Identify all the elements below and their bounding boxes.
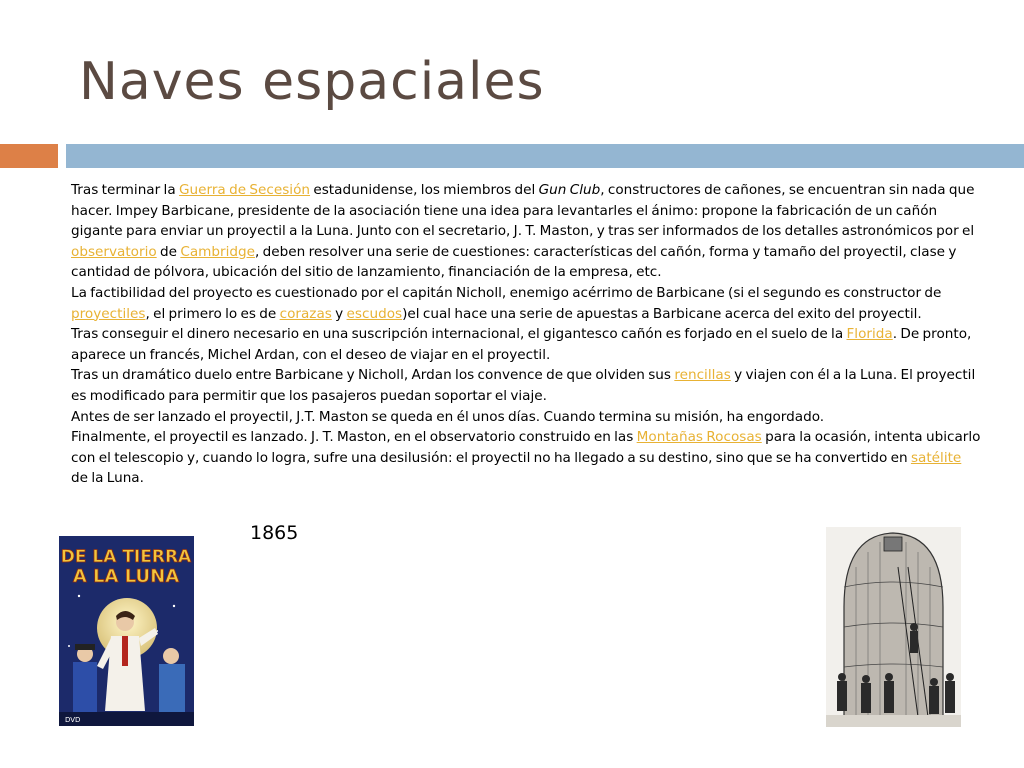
movie-poster-icon bbox=[59, 536, 194, 726]
link-observatorio[interactable]: observatorio bbox=[71, 243, 157, 260]
text: Tras conseguir el dinero necesario en una suscripción internacional, el gigantesco cañón es forjado en el suelo de la bbox=[71, 326, 847, 343]
movie-poster-image bbox=[59, 536, 194, 726]
link-guerra-de-secesion[interactable]: Guerra de Secesión bbox=[178, 182, 311, 198]
link-corazas[interactable]: corazas bbox=[279, 305, 332, 322]
text: Tras un dramático duelo entre Barbicane y Nicholl, Ardan los convence de que olviden sus bbox=[71, 367, 675, 384]
paragraph-4 bbox=[71, 365, 981, 406]
text: )el cual hace una serie de apuestas a Barbicane acerca del exito del proyectil. bbox=[402, 305, 922, 322]
poster-title-line1: DE LA TIERRA bbox=[60, 547, 192, 567]
text: , deben resolver una serie de cuestiones: características del cañón, forma y tamaño del proyectil, clase y cantidad de pólvora, ubicación del sitio de lanzamiento, financiación de la empresa, etc. bbox=[71, 243, 957, 281]
link-rencillas[interactable]: rencillas bbox=[674, 367, 731, 384]
paragraph-3 bbox=[71, 324, 981, 365]
link-montanas-rocosas[interactable]: Montañas Rocosas bbox=[636, 429, 762, 446]
text: La factibilidad del proyecto es cuestionado por el capitán Nicholl, enemigo acérrimo de Barbicane (si el segundo es constructor de bbox=[71, 284, 942, 301]
text: Tras terminar la bbox=[71, 182, 179, 198]
poster-title-line2: A LA LUNA bbox=[72, 566, 180, 587]
link-escudos[interactable]: escudos bbox=[346, 305, 403, 322]
text: para la ocasión, intenta ubicarlo con el telescopio y, cuando lo logra, sufre una desilusión: el proyectil no ha llegado a su destino, sino que se ha convertido en bbox=[71, 429, 981, 466]
paragraph-5 bbox=[71, 407, 981, 428]
link-florida[interactable]: Florida bbox=[846, 326, 893, 343]
text: estadunidense, los miembros del bbox=[310, 182, 539, 198]
paragraph-1 bbox=[71, 180, 981, 283]
header-bar bbox=[66, 144, 1024, 168]
text: de la Luna. bbox=[71, 470, 144, 487]
year-label: 1865 bbox=[250, 522, 299, 544]
paragraph-2 bbox=[71, 283, 981, 324]
text: . De pronto, aparece un francés, Michel Ardan, con el deseo de viajar en el proyectil. bbox=[71, 326, 972, 363]
slide-title: Naves espaciales bbox=[79, 52, 545, 112]
projectile-engraving-icon bbox=[826, 527, 961, 727]
slide-body bbox=[71, 180, 981, 489]
text: de bbox=[156, 243, 181, 260]
projectile-engraving-image bbox=[826, 527, 961, 727]
text: Finalmente, el proyectil es lanzado. J. T. Maston, en el observatorio construido en las bbox=[71, 429, 637, 446]
link-satelite[interactable]: satélite bbox=[910, 449, 962, 466]
paragraph-6 bbox=[71, 427, 981, 489]
link-cambridge[interactable]: Cambridge bbox=[180, 243, 256, 260]
link-proyectiles[interactable]: proyectiles bbox=[71, 305, 146, 322]
text: y bbox=[331, 305, 347, 322]
svg-text:DVD: DVD bbox=[65, 716, 81, 724]
accent-bar bbox=[0, 144, 58, 168]
text: y viajen con él a la Luna. El proyectil es modificado para permitir que los pasajeros puedan soportar el viaje. bbox=[71, 367, 976, 404]
gun-club-italic: Gun Club bbox=[538, 182, 601, 198]
text: Antes de ser lanzado el proyectil, J.T. Maston se queda en él unos días. Cuando termina su misión, ha engordado. bbox=[71, 408, 825, 425]
text: , constructores de cañones, se encuentran sin nada que hacer. Impey Barbicane, presidente de la asociación tiene una idea para levantarles el ánimo: propone la fabricación de un cañón gigante para enviar un proyectil a la Luna. Junto con el secretario, J. T. Maston, y tras ser informados de los detalles astronómicos por el bbox=[71, 182, 975, 240]
text: , el primero lo es de bbox=[145, 305, 280, 322]
